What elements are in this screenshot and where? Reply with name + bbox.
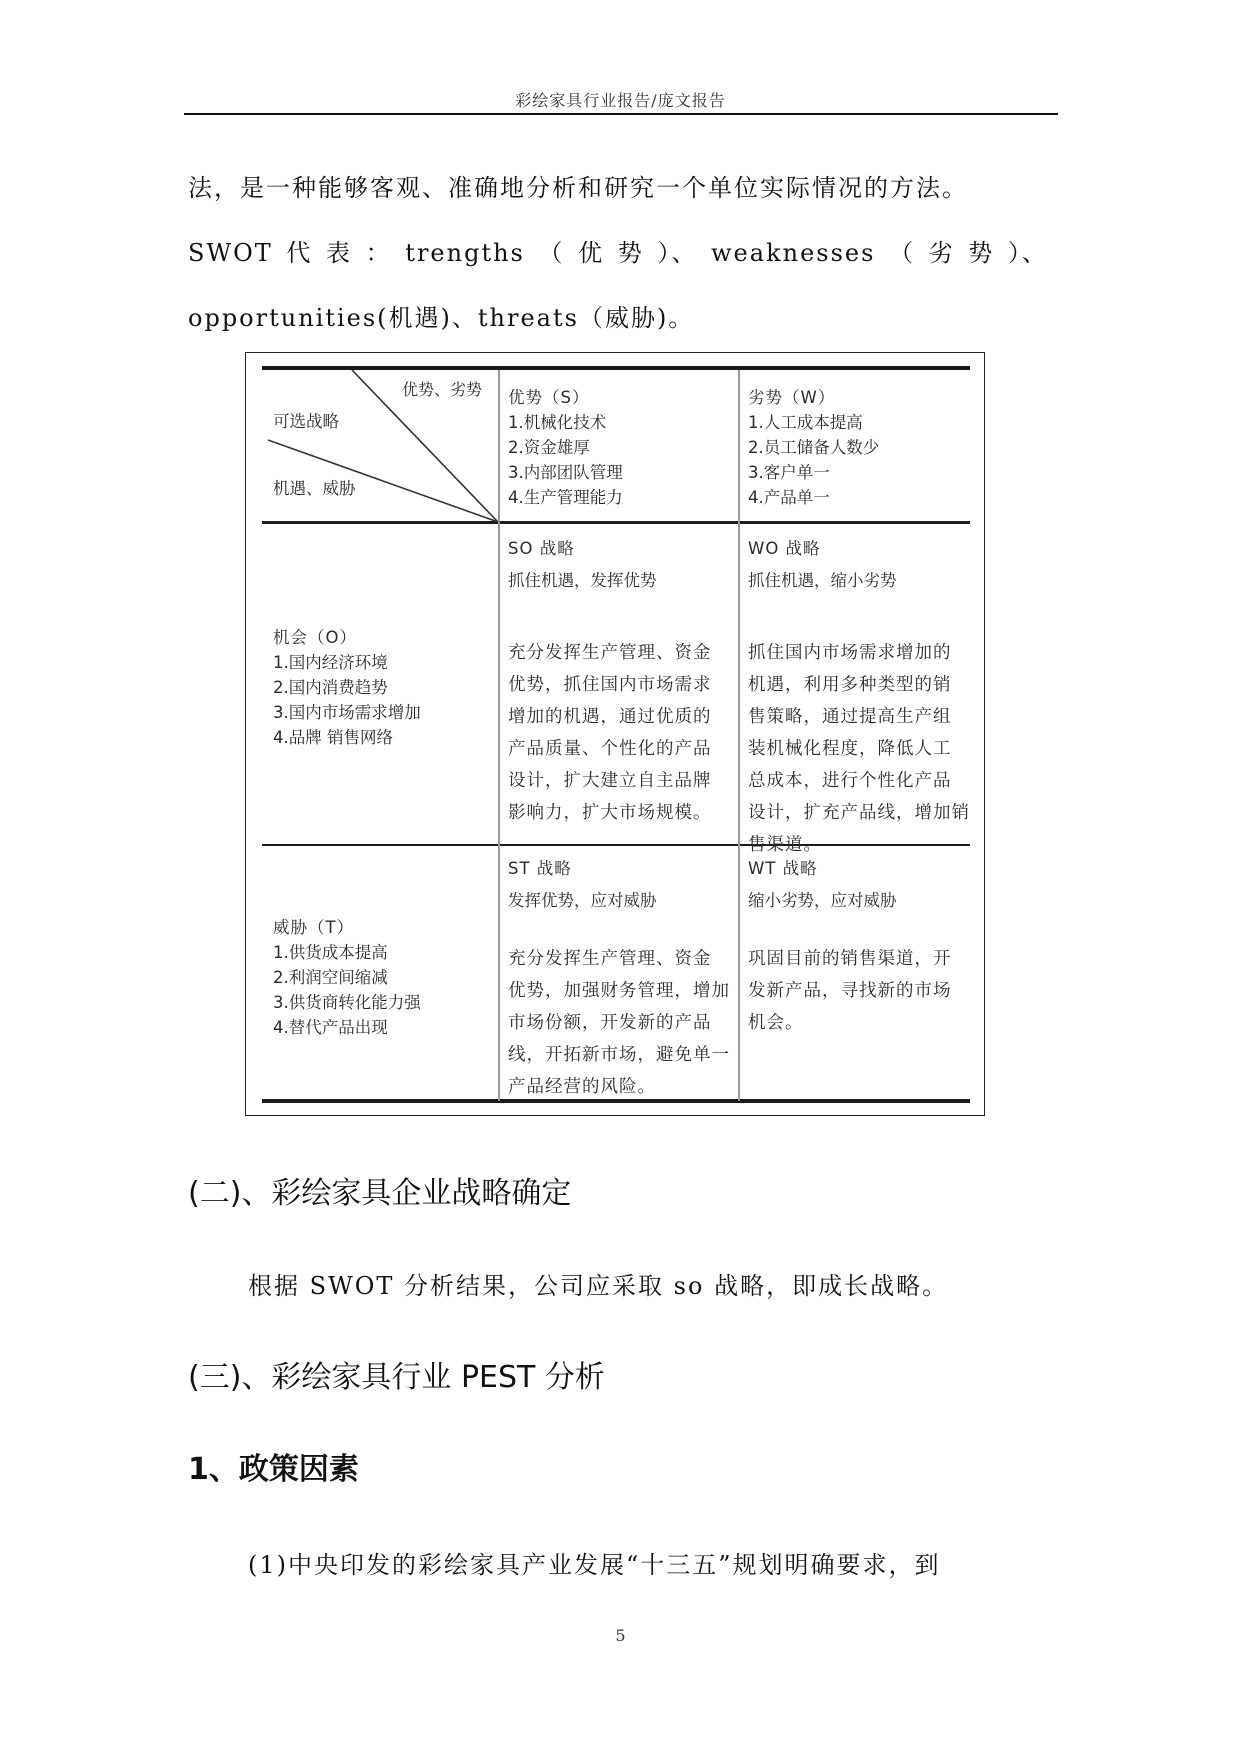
section-2-heading: (二)、彩绘家具企业战略确定 [188, 1176, 572, 1211]
wo-title: WO 战略 [748, 539, 821, 558]
wt-title: WT 战略 [748, 859, 818, 878]
so-line: 产品质量、个性化的产品 [508, 739, 712, 759]
so-line: 优势，抓住国内市场需求 [508, 675, 712, 695]
intro-line-1: 法，是一种能够客观、准确地分析和研究一个单位实际情况的方法。 [188, 174, 968, 202]
corner-label-opportunity-threat: 机遇、威胁 [273, 479, 356, 498]
so-strategy-body [508, 637, 712, 829]
strength-item: 1.机械化技术 [508, 413, 607, 432]
wo-line: 售策略，通过提高生产组 [748, 707, 952, 727]
wo-line: 售渠道。 [748, 835, 822, 855]
wo-subtitle: 抓住机遇，缩小劣势 [748, 571, 897, 590]
corner-label-strategy: 可选战略 [273, 412, 339, 431]
opportunities-cell [273, 625, 421, 750]
wo-strategy-body [748, 637, 970, 861]
opportunity-item: 4.品牌 销售网络 [273, 728, 393, 747]
weaknesses-title: 劣势（W） [748, 388, 836, 407]
st-title: ST 战略 [508, 859, 572, 878]
opportunity-item: 3.国内市场需求增加 [273, 703, 421, 722]
st-line: 市场份额，开发新的产品 [508, 1013, 712, 1033]
wo-line: 装机械化程度，降低人工 [748, 739, 952, 759]
strengths-cell [508, 385, 623, 510]
intro-line-2: SWOT 代 表 ： trengths （ 优 势 ）、 weaknesses （ 劣 势 ）、 [188, 239, 1048, 267]
wo-strategy-cell [748, 533, 897, 597]
threat-item: 2.利润空间缩减 [273, 968, 388, 987]
weaknesses-cell [748, 385, 879, 510]
weakness-item: 4.产品单一 [748, 488, 830, 507]
running-header: 彩绘家具行业报告/庞文报告 [515, 91, 726, 110]
swot-matrix-figure [245, 352, 985, 1116]
section-3-heading: (三)、彩绘家具行业 PEST 分析 [188, 1360, 605, 1395]
so-subtitle: 抓住机遇，发挥优势 [508, 571, 657, 590]
so-line: 影响力，扩大市场规模。 [508, 803, 712, 823]
table-divider-right [738, 370, 740, 1101]
st-line: 产品经营的风险。 [508, 1077, 656, 1097]
threats-title: 威胁（T） [273, 918, 355, 937]
weakness-item: 3.客户单一 [748, 463, 830, 482]
weakness-item: 1.人工成本提高 [748, 413, 863, 432]
so-strategy-cell [508, 533, 657, 597]
strength-item: 3.内部团队管理 [508, 463, 623, 482]
wt-line: 发新产品，寻找新的市场 [748, 981, 952, 1001]
st-strategy-body [508, 943, 730, 1103]
so-line: 充分发挥生产管理、资金 [508, 643, 712, 663]
corner-label-strength-weakness: 优势、劣势 [402, 380, 483, 399]
opportunity-item: 1.国内经济环境 [273, 653, 388, 672]
wo-line: 抓住国内市场需求增加的 [748, 643, 952, 663]
intro-line-3: opportunities(机遇)、threats（威胁)。 [188, 304, 695, 332]
st-line: 优势，加强财务管理，增加 [508, 981, 730, 1001]
opportunity-item: 2.国内消费趋势 [273, 678, 388, 697]
wt-line: 巩固目前的销售渠道，开 [748, 949, 952, 969]
st-line: 线，开拓新市场，避免单一 [508, 1045, 730, 1065]
threats-cell [273, 915, 421, 1040]
so-line: 增加的机遇，通过优质的 [508, 707, 712, 727]
subsection-1-paragraph: (1)中央印发的彩绘家具产业发展“十三五”规划明确要求，到 [248, 1551, 941, 1579]
threat-item: 1.供货成本提高 [273, 943, 388, 962]
wo-line: 机遇，利用多种类型的销 [748, 675, 952, 695]
threat-item: 4.替代产品出现 [273, 1018, 388, 1037]
strength-item: 4.生产管理能力 [508, 488, 623, 507]
so-title: SO 战略 [508, 539, 575, 558]
strengths-title: 优势（S） [508, 388, 590, 407]
section-2-paragraph: 根据 SWOT 分析结果，公司应采取 so 战略，即成长战略。 [248, 1272, 949, 1300]
wo-line: 总成本，进行个性化产品 [748, 771, 952, 791]
page-number: 5 [615, 1626, 626, 1645]
so-line: 设计，扩大建立自主品牌 [508, 771, 712, 791]
wt-strategy-cell [748, 853, 897, 917]
wt-subtitle: 缩小劣势，应对威胁 [748, 891, 897, 910]
st-strategy-cell [508, 853, 657, 917]
st-subtitle: 发挥优势，应对威胁 [508, 891, 657, 910]
header-divider [184, 113, 1058, 115]
wt-strategy-body [748, 943, 952, 1039]
opportunities-title: 机会（O） [273, 628, 357, 647]
wo-line: 设计，扩充产品线，增加销 [748, 803, 970, 823]
subsection-1-heading: 1、政策因素 [188, 1452, 359, 1487]
threat-item: 3.供货商转化能力强 [273, 993, 421, 1012]
st-line: 充分发挥生产管理、资金 [508, 949, 712, 969]
wt-line: 机会。 [748, 1013, 804, 1033]
weakness-item: 2.员工储备人数少 [748, 438, 880, 457]
strength-item: 2.资金雄厚 [508, 438, 590, 457]
